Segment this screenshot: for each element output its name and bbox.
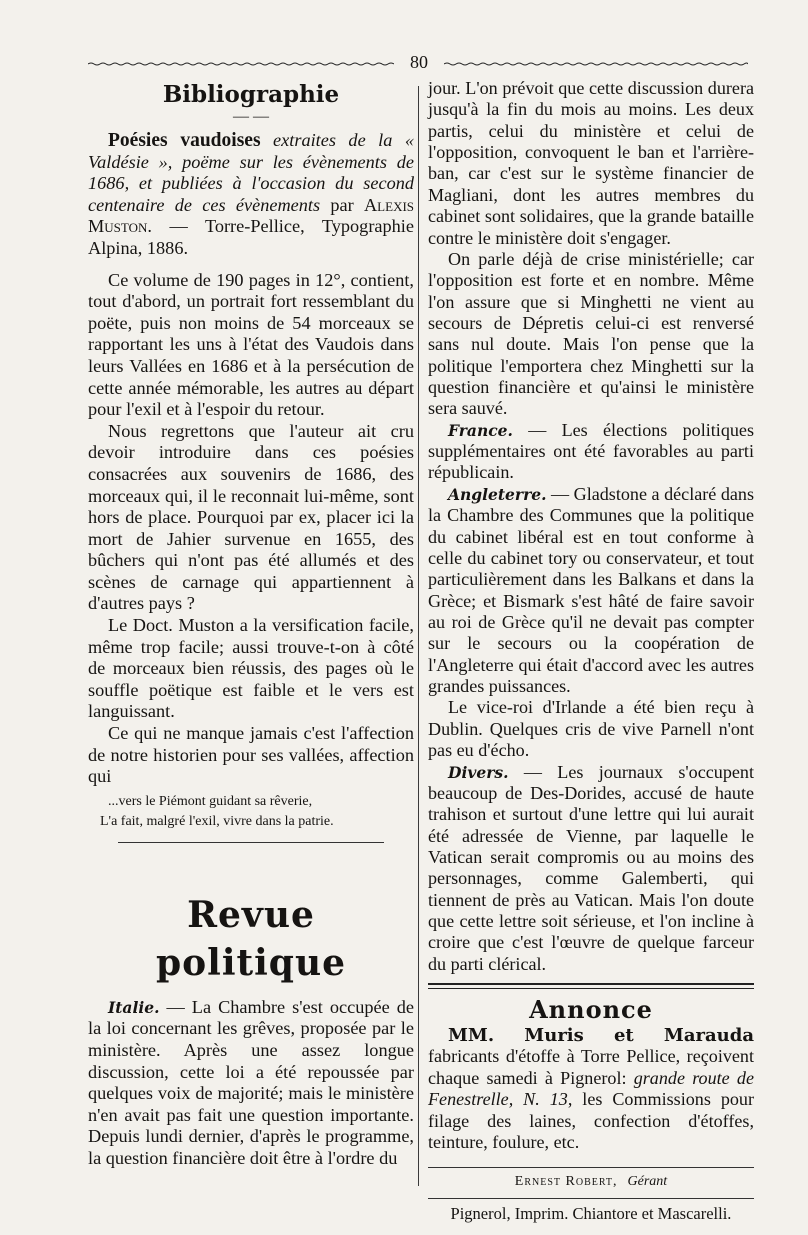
left-column <box>88 78 414 1170</box>
book-title: Poésies vaudoises <box>108 130 261 151</box>
angleterre-text: — Gladstone a déclaré dans la Chambre des Communes que la politique du cabinet libéral est en tout conforme à celle du cabinet tory ou conservateur, et tout particulièrement dans les Balkans et dans la Grèce; et Bismark s'est hâté de faire savoir au roi de Grèce qu'il ne devait pas compter sur le secours ou la coopération de l'Angleterre qui était d'accord avec les autres grandes puissances. <box>428 483 754 697</box>
bibliographie-heading: Bibliographie <box>162 81 340 108</box>
angleterre-paragraph <box>428 484 754 698</box>
review-paragraph-4: Ce qui ne manque jamais c'est l'affection de notre historien pour ses vallées, affection qui <box>88 723 414 787</box>
divers-text: — Les journaux s'occupent beaucoup de Des-Dorides, accusé de haute trahison et surtout d'une lettre qui lui aurait été adressée de Vienne, par laquelle le Vatican serait compromis ou au moins des personnages, comme Galemberti, qui tiennent de près au Vatican. Mais l'on doute que cette lettre soit sérieuse, et l'on incline à croire que c'est l'œuvre de quelque farceur du parti clérical. <box>428 761 754 974</box>
printer-line: Pignerol, Imprim. Chiantore et Mascarelli. <box>450 1204 732 1224</box>
page-number: 80 <box>410 52 428 72</box>
book-publisher: . — Torre-Pellice, Typographie Alpina, 1886. <box>88 216 414 258</box>
page-header <box>88 50 748 76</box>
divers-paragraph <box>428 762 754 976</box>
annonce-text-b: , les Commissions pour filage des laines, confection d'étoffes, teinture, foulure, etc. <box>428 1089 754 1152</box>
manager-role: Gérant <box>627 1174 668 1190</box>
annonce-heading: Annonce <box>529 995 653 1025</box>
review-paragraph-2: Nous regrettons que l'auteur ait cru devoir introduire dans ces poésies consacrées aux souvenirs de 1686, des morceaux qui, il le reconnait lui-même, sont hors de place. Pourquoi par ex, placer ici la mort de Jahier survenue en 1655, des bûchers qui n'ont pas été allumés et des scènes de carnage qui appartiennent à d'autres pays ? <box>88 420 414 614</box>
revue-politique-heading: Revue politique <box>155 893 347 984</box>
annonce-address: grande route de Fenestrelle, N. 13 <box>428 1067 755 1110</box>
italie-label: Italie. <box>108 997 160 1017</box>
italie-text: — La Chambre s'est occupée de la loi concernant les grêves, proposée par le ministère. Après une assez longue discussion, cette loi a été repoussée par quelques voix de majorité; mais le ministère n'en avait pas fait une question importante. Depuis lundi dernier, d'après le programme, la question financière doit être à l'ordre du <box>88 996 414 1168</box>
france-text: — Les élections politiques supplémentaires ont été favorables au parti républicain. <box>428 419 754 483</box>
manager-name: Ernest Robert <box>514 1174 614 1190</box>
annonce-rule-thin <box>428 988 754 989</box>
review-paragraph-3: Le Doct. Muston a la versification facile, même trop facile; aussi trouve-t-on à côté de morceaux bien réussis, des pages où le souffle poëtique est faible et le vers est languissant. <box>88 615 414 722</box>
header-ornament-right <box>444 62 748 66</box>
verse-line-1: ...vers le Piémont guidant sa rêverie, <box>108 793 313 809</box>
signature-rule <box>428 1167 754 1168</box>
italie-paragraph-continued: jour. L'on prévoit que cette discussion durera jusqu'à la fin du mois au moins. Les deux partis, celui du ministère et celui de l'opposition, convoquent le ban et l'arrière-ban, car c'est sur le système financier de Magliani, dont les autres membres du cabinet sont solidaires, que la grande bataille contre le ministère doit s'engager. <box>428 78 754 248</box>
book-author: Alexis Muston <box>88 194 415 237</box>
review-paragraph-1: Ce volume de 190 pages in 12°, contient, tout d'abord, un portrait fort ressemblant du poëte, puis non moins de 54 morceaux se rapportant les uns à l'état des Vaudois dans leurs Vallées en 1686 et à la persécution de cette année mémorable, les autres au départ pour l'exil et à l'espoir du retour. <box>88 269 414 420</box>
printer-rule <box>428 1198 754 1199</box>
book-by: par <box>320 194 364 215</box>
annonce-firm: MM. Muris et Marauda <box>448 1025 754 1047</box>
france-label: France. <box>448 420 513 440</box>
right-column-content <box>428 78 754 1225</box>
italie-paragraph-2: On parle déjà de crise ministérielle; car l'opposition est forte et en nombre. Même l'on assure que si Minghetti ne vient au secours de Dépretis celui-ci est renversé sans nul doute. Mais l'on pense que la politique l'emportera chez Minghetti sur la question financière et qu'ainsi le ministère sera sauvé. <box>428 248 754 419</box>
annonce-text-a: fabricants d'étoffe à Torre Pellice, reçoivent chaque samedi à Pignerol: <box>428 1046 754 1088</box>
annonce-rule-top <box>428 983 754 985</box>
annonce-paragraph <box>428 1025 754 1153</box>
book-citation <box>88 130 414 260</box>
heading-dash: — — <box>233 108 269 125</box>
divers-label: Divers. <box>448 762 509 782</box>
manager-signature: Ernest Robert, Gérant <box>514 1174 668 1190</box>
italie-paragraph <box>88 997 414 1170</box>
column-divider <box>418 86 419 1186</box>
france-paragraph <box>428 420 754 484</box>
section-rule <box>118 842 384 843</box>
book-subtitle: extraites de la « Valdésie », poëme sur les évènements de 1686, et publiées à l'occasion du second centenaire de ces évènements <box>88 130 414 215</box>
angleterre-label: Angleterre. <box>448 484 547 504</box>
irlande-paragraph: Le vice-roi d'Irlande a été bien reçu à Dublin. Quelques cris de vive Parnell n'ont pas eu d'écho. <box>428 697 754 761</box>
header-ornament-left <box>88 62 394 66</box>
verse-line-2: L'a fait, malgré l'exil, vivre dans la patrie. <box>100 813 334 829</box>
